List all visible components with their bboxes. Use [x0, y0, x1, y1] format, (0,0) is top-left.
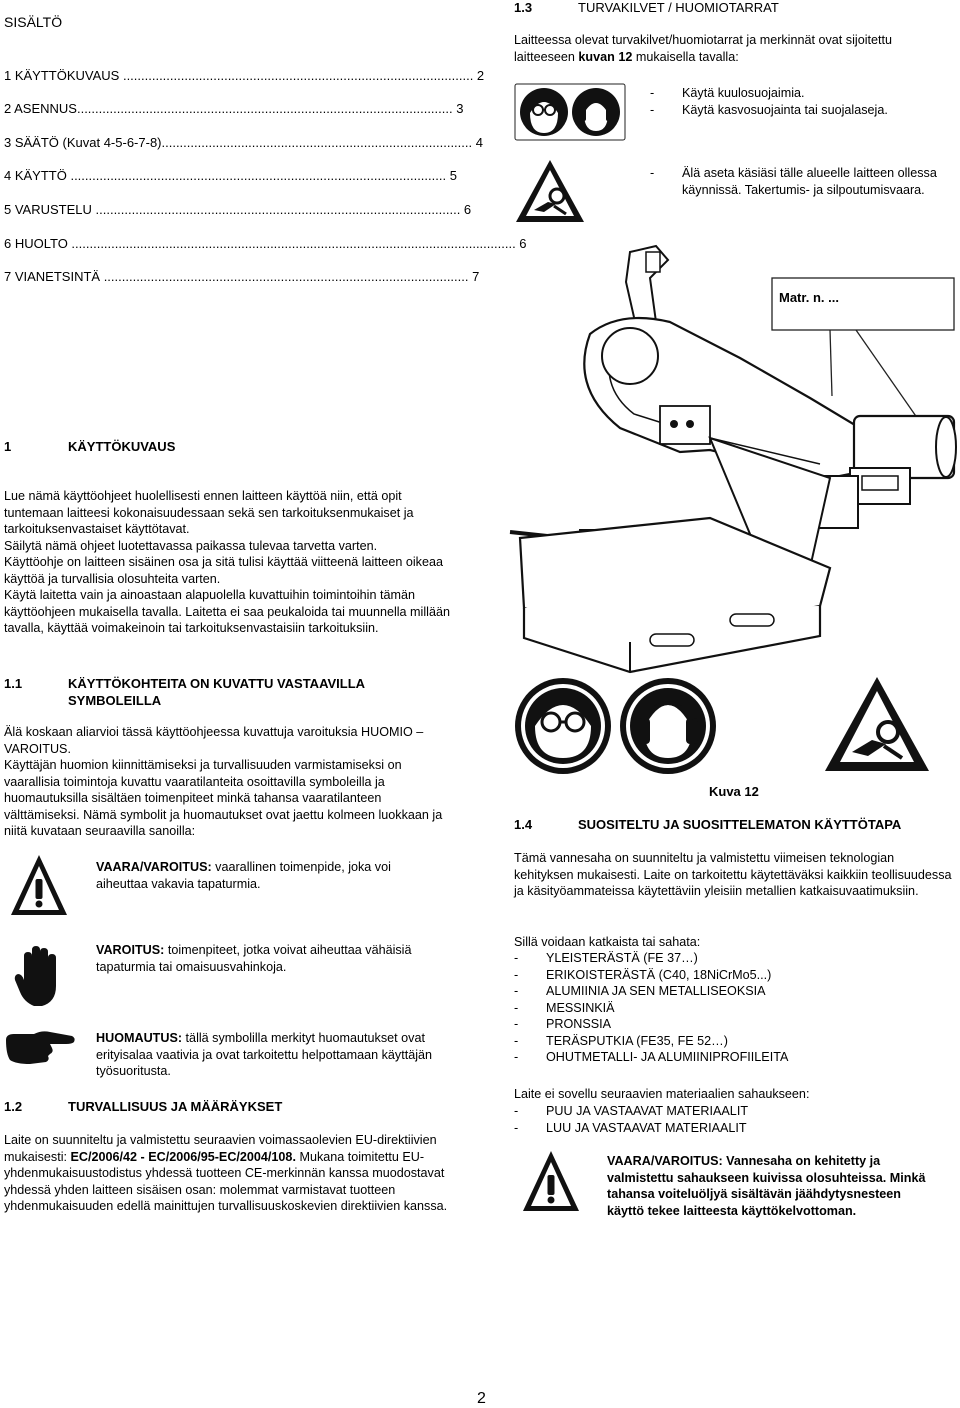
section-1-heading — [4, 439, 176, 454]
section-1-3-intro — [514, 32, 954, 65]
list-item: - MESSINKIÄ — [514, 1000, 954, 1017]
section-number: 1.3 — [514, 0, 533, 15]
section-title: SUOSITELTU JA SUOSITTELEMATON KÄYTTÖTAPA — [578, 817, 902, 832]
list-item: - Käytä kuulosuojaimia. — [650, 85, 950, 102]
section-1-1-heading — [4, 675, 450, 708]
intro-text: Laitteessa olevat turvakilvet/huomiotarrat ja merkinnät ovat sijoitettu laitteeseen — [514, 33, 892, 64]
paragraph: Säilytä nämä ohjeet luotettavassa paikassa tulevaa tarvetta varten. — [4, 538, 378, 553]
warning-label: VAROITUS: — [96, 943, 165, 957]
toc-item[interactable]: 1 KÄYTTÖKUVAUS ................................................................................................. 2 — [4, 68, 485, 83]
section-title: KÄYTTÖKUVAUS — [68, 439, 176, 454]
list-item: - LUU JA VASTAAVAT MATERIAALIT — [514, 1120, 954, 1137]
section-1-1-body — [4, 724, 448, 840]
warning-text: vaarallinen toimenpide, joka voi aiheuttaa vakavia tapaturmia. — [96, 860, 391, 891]
directive-codes: EC/2006/42 - EC/2006/95-EC/2004/108. — [70, 1149, 296, 1164]
section-1-3-heading — [514, 0, 779, 15]
hand-entanglement-warning-icon — [514, 158, 586, 224]
intro-text: mukaisella tavalla: — [632, 49, 739, 64]
band-saw-figure — [510, 238, 960, 678]
ppe-list — [650, 85, 950, 118]
figure-reference: kuvan 12 — [578, 49, 633, 64]
toc-item[interactable]: 3 SÄÄTÖ (Kuvat 4-5-6-7-8)...................................................................................... 4 — [4, 135, 483, 150]
figure-caption: Kuva 12 — [709, 784, 759, 799]
warning-label: VAARA/VAROITUS: — [96, 860, 212, 874]
section-number: 1 — [4, 439, 12, 454]
list-item: - ALUMIINIA JA SEN METALLISEOKSIA — [514, 983, 954, 1000]
exclamation-triangle-icon — [8, 852, 70, 918]
suitable-materials-title: Sillä voidaan katkaista tai sahata: — [514, 935, 701, 949]
paragraph: Älä koskaan aliarvioi tässä käyttöohjeessa kuvattuja varoituksia HUOMIO – VAROITUS. — [4, 725, 424, 756]
section-title-line: SYMBOLEILLA — [68, 693, 162, 708]
list-item: - PRONSSIA — [514, 1016, 954, 1033]
ppe-sign-icon — [514, 83, 626, 141]
section-title: TURVAKILVET / HUOMIOTARRAT — [578, 0, 779, 15]
warning-text: toimenpiteet, jotka voivat aiheuttaa vähäisiä tapaturmia tai omaisuusvahinkoja. — [96, 943, 412, 974]
ear-protection-icon — [618, 676, 718, 776]
section-1-2-heading — [4, 1099, 283, 1114]
paragraph: Käyttäjän huomion kiinnittämiseksi ja turvallisuuden varmistamiseksi on vaarallisia toimintoja kuvattu vaaratilanteita osoittavilla symboleilla ja huomautuksilla sisältäen toimenpiteet minkä tahansa vaaratilanteen välttämiseksi. Nämä symbolit ja huomautukset ovat jaettu kolmeen luokkaan ja niitä kuvataan seuraavilla sanoilla: — [4, 758, 443, 838]
list-item: - YLEISTERÄSTÄ (FE 37…) — [514, 950, 954, 967]
section-title: TURVALLISUUS JA MÄÄRÄYKSET — [68, 1099, 283, 1114]
suitable-materials-list — [514, 950, 954, 1066]
paragraph: Käytä laitetta vain ja ainoastaan alapuolella kuvattuihin toimintoihin tämän käyttöohjeen mukaisella tavalla. Laitetta ei saa peukaloida tai muunnella millään tavalla, käyttää voimakeinoin tai tarkoituksenvastaisiin tarkoituksiin. — [4, 588, 450, 635]
list-item: - OHUTMETALLI- JA ALUMIINIPROFIILEITA — [514, 1049, 954, 1066]
toc-title: SISÄLTÖ — [4, 14, 63, 30]
section-number: 1.4 — [514, 817, 533, 832]
pointing-hand-icon — [4, 1026, 76, 1066]
list-item: - ERIKOISTERÄSTÄ (C40, 18NiCrMo5...) — [514, 967, 954, 984]
warning-danger — [96, 859, 446, 892]
section-1-2-body — [4, 1132, 450, 1215]
exclamation-triangle-icon — [520, 1148, 582, 1214]
warning-note — [96, 1030, 448, 1080]
section-1-4-intro: Tämä vannesaha on suunniteltu ja valmistettu viimeisen teknologian kehityksen mukaisesti. Laite on tarkoitettu käytettäväksi kaikkiin teollisuudessa ja käsityöammateissa käytettäviin yleisiin metallien katkaisuvaatimuksiin. — [514, 851, 952, 898]
warning-label: HUOMAUTUS: — [96, 1031, 183, 1045]
toc-item[interactable]: 7 VIANETSINTÄ ..................................................................................................... 7 — [4, 269, 480, 284]
dry-cutting-warning: VAARA/VAROITUS: Vannesaha on kehitetty ja valmistettu sahaukseen kuivissa olosuhteissa. Minkä tahansa voiteluöljyä sisältävän jäähdytysnesteen käyttö tekee laitteesta käyttökelvottoman. — [607, 1154, 926, 1218]
warning-text: tällä symbolilla merkityt huomautukset ovat erityisalaa vaativia ja ovat tarkoitettu helpottamaan käyttäjän työsuoritusta. — [96, 1031, 433, 1078]
warning-caution — [96, 942, 446, 975]
list-item: - Käytä kasvosuojainta tai suojalaseja. — [650, 102, 950, 119]
toc-item[interactable]: 4 KÄYTTÖ ........................................................................................................ 5 — [4, 168, 457, 183]
unsuitable-materials-title: Laite ei sovellu seuraavien materiaalien sahaukseen: — [514, 1087, 810, 1101]
list-item: - PUU JA VASTAAVAT MATERIAALIT — [514, 1103, 954, 1120]
list-item: - TERÄSPUTKIA (FE35, FE 52…) — [514, 1033, 954, 1050]
section-number: 1.2 — [4, 1099, 23, 1114]
section-title-line: KÄYTTÖKOHTEITA ON KUVATTU VASTAAVILLA — [68, 676, 366, 691]
hand-entanglement-warning-icon — [822, 674, 932, 774]
directive-text: Laite on suunniteltu ja valmistettu seuraavien voimassaolevien EU-direktiivien mukaisesti: — [4, 1133, 437, 1164]
section-number: 1.1 — [4, 676, 23, 691]
serial-number-label: Matr. n. ... — [779, 290, 839, 305]
stop-hand-icon — [10, 940, 66, 1012]
unsuitable-materials-list — [514, 1103, 954, 1136]
toc-item[interactable]: 2 ASENNUS........................................................................................................ 3 — [4, 101, 464, 116]
list-item: - Älä aseta käsiäsi tälle alueelle laitteen ollessa käynnissä. Takertumis- ja silpoutumisvaara. — [650, 165, 950, 198]
directive-text: Mukana toimitettu EU-yhdenmukaisuustodistus yhdessä tuotteen CE-merkinnän kanssa muodostavat yhdessä yhden laitteen sisäisen osan: molemmat varmistavat tuotteen yhdenmukaisuuden edellä mainittujen turvallisuuskoskevien direktiivien kanssa. — [4, 1149, 448, 1213]
toc-item[interactable]: 5 VARUSTELU ..................................................................................................... 6 — [4, 202, 472, 217]
section-1-4-heading — [514, 817, 902, 832]
toc-item[interactable]: 6 HUOLTO ........................................................................................................................... 6 — [4, 236, 527, 251]
section-1-body — [4, 488, 450, 637]
safety-glasses-icon — [513, 676, 613, 776]
paragraph: Käyttöohje on laitteen sisäinen osa ja sitä tulisi käyttää viitteenä laitteen oikeaa käyttöä ja turvallisia olosuhteita varten. — [4, 555, 443, 586]
section-title — [68, 675, 365, 709]
page-number: 2 — [477, 1390, 486, 1407]
paragraph: Lue nämä käyttöohjeet huolellisesti ennen laitteen käyttöä niin, että opit tuntemaan laitteesi kokonaisuudessaan sekä sen tarkoituksenmukaiset ja tarkoituksenvastaiset käyttötavat. — [4, 489, 414, 536]
hand-warning-list — [650, 165, 950, 198]
